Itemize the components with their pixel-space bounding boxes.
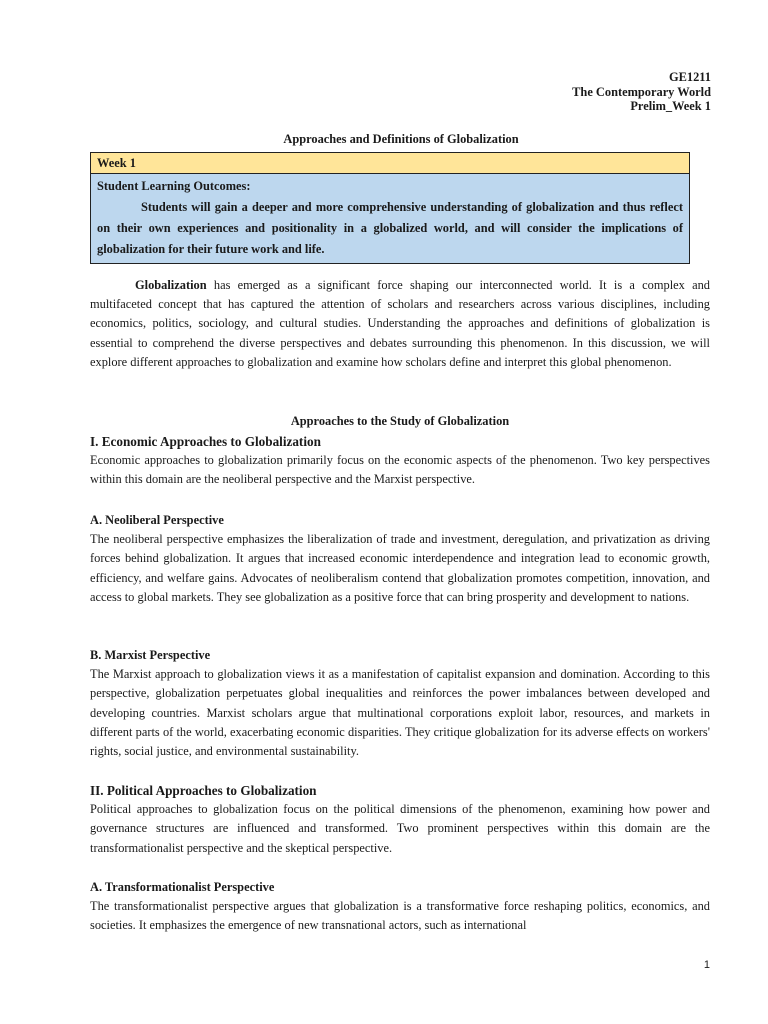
slo-label: Student Learning Outcomes: (97, 179, 251, 193)
page-number: 1 (703, 959, 710, 971)
intro-paragraph (90, 276, 710, 372)
document-header (572, 70, 711, 114)
slo-text: Students will gain a deeper and more comprehensive understanding of globalization and thus reflect on their own experiences and positionality in a globalized world, and will consider the implications of globalization for their future work and life. (97, 200, 683, 256)
marxist-heading: B. Marxist Perspective (90, 648, 211, 662)
intro-text: has emerged as a significant force shaping our interconnected world. It is a complex and multifaceted concept that has captured the attention of scholars and researchers across various disciplines, including economics, politics, sociology, and cultural studies. Understanding the approaches and definitions of globalization is essential to comprehend the diverse perspectives and debates surrounding this phenomenon. In this discussion, we will explore different approaches to globalization and examine how scholars define and interpret this global phenomenon. (90, 278, 710, 369)
political-text: Political approaches to globalization focus on the political dimensions of the phenomenon, examining how power and governance structures are influenced and transformed. Two prominent perspectives within this domain are the transformationalist perspective and the skeptical perspective. (90, 802, 710, 855)
transformationalist-text: The transformationalist perspective argues that globalization is a transformative force reshaping politics, economics, and societies. It emphasizes the emergence of new transnational actors, such as international (90, 899, 710, 933)
neoliberal-section (90, 511, 710, 607)
term-label: Prelim_Week 1 (630, 99, 711, 114)
course-name: The Contemporary World (572, 84, 711, 99)
intro-lead: Globalization (135, 278, 207, 292)
economic-section (90, 432, 710, 490)
political-heading: II. Political Approaches to Globalization (90, 783, 317, 798)
transformationalist-section (90, 878, 710, 936)
economic-text: Economic approaches to globalization primarily focus on the economic aspects of the phenomenon. Two key perspectives within this domain are the neoliberal perspective and the Marxist perspective. (90, 453, 710, 487)
political-section (90, 781, 710, 858)
approaches-heading: Approaches to the Study of Globalization (290, 414, 510, 428)
learning-outcomes-box (90, 152, 690, 264)
slo-section (91, 174, 689, 263)
week-label: Week 1 (91, 153, 689, 174)
neoliberal-heading: A. Neoliberal Perspective (90, 513, 224, 527)
neoliberal-text: The neoliberal perspective emphasizes the liberalization of trade and investment, deregulation, and privatization as driving forces behind globalization. It argues that increased economic interdependence and integration lead to economic growth, efficiency, and welfare gains. Advocates of neoliberalism contend that globalization promotes competition, innovation, and access to global markets. They see globalization as a positive force that can bring prosperity and development to nations. (90, 532, 710, 604)
marxist-section (90, 646, 710, 761)
transformationalist-heading: A. Transformationalist Perspective (90, 880, 275, 894)
marxist-text: The Marxist approach to globalization views it as a manifestation of capitalist expansion and domination. According to this perspective, globalization perpetuates global inequalities and reinforces the power imbalances between developed and developing countries. Marxist scholars argue that multinational corporations exploit labor, resources, and markets in different parts of the world, exacerbating economic disparities. They critique globalization for its adverse effects on workers' rights, social justice, and environmental sustainability. (90, 667, 710, 759)
document-title: Approaches and Definitions of Globalization (283, 132, 519, 146)
economic-heading: I. Economic Approaches to Globalization (90, 434, 321, 449)
course-code: GE1211 (669, 70, 711, 84)
